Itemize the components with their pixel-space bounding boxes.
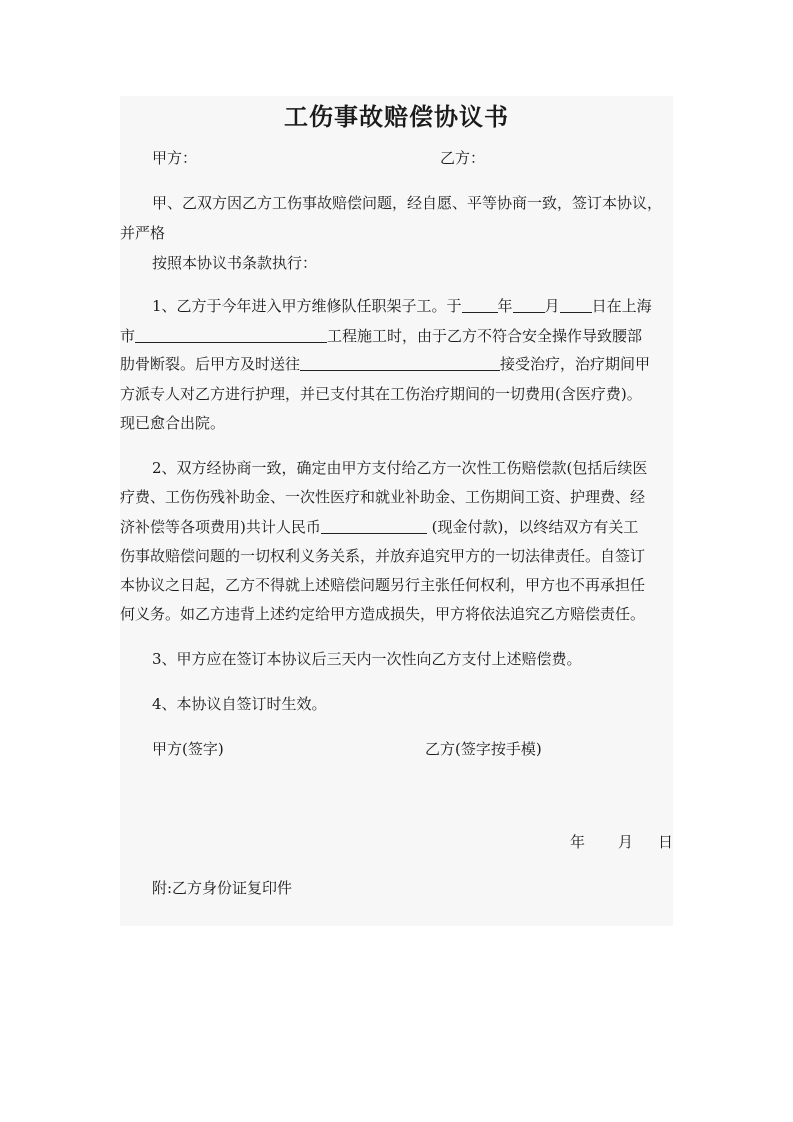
signature-party-a: 甲方(签字) xyxy=(152,740,224,758)
clause1-city-label: 市 xyxy=(120,327,136,345)
intro-line-3: 按照本协议书条款执行： xyxy=(152,254,318,272)
year-blank xyxy=(462,296,498,313)
clause4: 4、本协议自签订时生效。 xyxy=(152,695,327,713)
clause1-text-c: 工程施工时，由于乙方不符合安全操作导致腰部 xyxy=(327,327,643,345)
party-b-label: 乙方： xyxy=(440,149,486,167)
amount-blank xyxy=(321,517,427,534)
hospital-blank xyxy=(300,354,500,371)
site-blank xyxy=(135,326,327,343)
day-blank xyxy=(560,296,592,313)
date-day: 日 xyxy=(658,833,674,851)
signature-party-b: 乙方(签字按手模) xyxy=(425,740,542,758)
month-blank xyxy=(513,296,545,313)
clause1-line-2 xyxy=(120,325,642,347)
document-page xyxy=(120,96,673,926)
clause2-line-2: 疗费、工伤伤残补助金、一次性医疗和就业补助金、工伤期间工资、护理费、经 xyxy=(120,488,646,506)
clause1-text-e: 接受治疗，治疗期间甲 xyxy=(500,355,651,373)
party-a-label: 甲方： xyxy=(152,149,198,167)
intro-line-2: 并严格 xyxy=(120,224,166,242)
clause1-line-5: 现已愈合出院。 xyxy=(120,414,226,432)
clause1-line-3 xyxy=(120,353,650,375)
clause2-text-a: 济补偿等各项费用)共计人民币 xyxy=(120,518,321,536)
date-year: 年 xyxy=(570,833,586,851)
clause2-line-4: 伤事故赔偿问题的一切权利义务关系，并放弃追究甲方的一切法律责任。自签订 xyxy=(120,547,646,565)
month-label: 月 xyxy=(544,297,560,315)
date-month: 月 xyxy=(618,833,634,851)
clause1-line-1 xyxy=(152,295,652,317)
document-title: 工伤事故赔偿协议书 xyxy=(284,102,509,131)
clause1-text-a: 1、乙方于今年进入甲方维修队任职架子工。于 xyxy=(152,297,462,315)
clause2-text-b: (现金付款)，以终结双方有关工 xyxy=(426,518,639,536)
clause2-line-6: 何义务。如乙方违背上述约定给甲方造成损失，甲方将依法追究乙方赔偿责任。 xyxy=(120,605,646,623)
year-label: 年 xyxy=(497,297,513,315)
clause1-line-4: 方派专人对乙方进行护理，并已支付其在工伤治疗期间的一切费用(含医疗费)。 xyxy=(120,385,642,403)
clause2-line-3 xyxy=(120,516,638,538)
clause1-text-d: 肋骨断裂。后甲方及时送往 xyxy=(120,355,301,373)
clause2-line-5: 本协议之日起，乙方不得就上述赔偿问题另行主张任何权利，甲方也不再承担任 xyxy=(120,576,646,594)
attachment-note: 附:乙方身份证复印件 xyxy=(152,879,293,897)
clause2-line-1: 2、双方经协商一致，确定由甲方支付给乙方一次性工伤赔偿款(包括后续医 xyxy=(152,459,648,477)
intro-line-1: 甲、乙双方因乙方工伤事故赔偿问题，经自愿、平等协商一致，签订本协议， xyxy=(152,194,663,212)
clause1-text-b: 日在上海 xyxy=(591,297,652,315)
clause3: 3、甲方应在签订本协议后三天内一次性向乙方支付上述赔偿费。 xyxy=(152,650,582,668)
